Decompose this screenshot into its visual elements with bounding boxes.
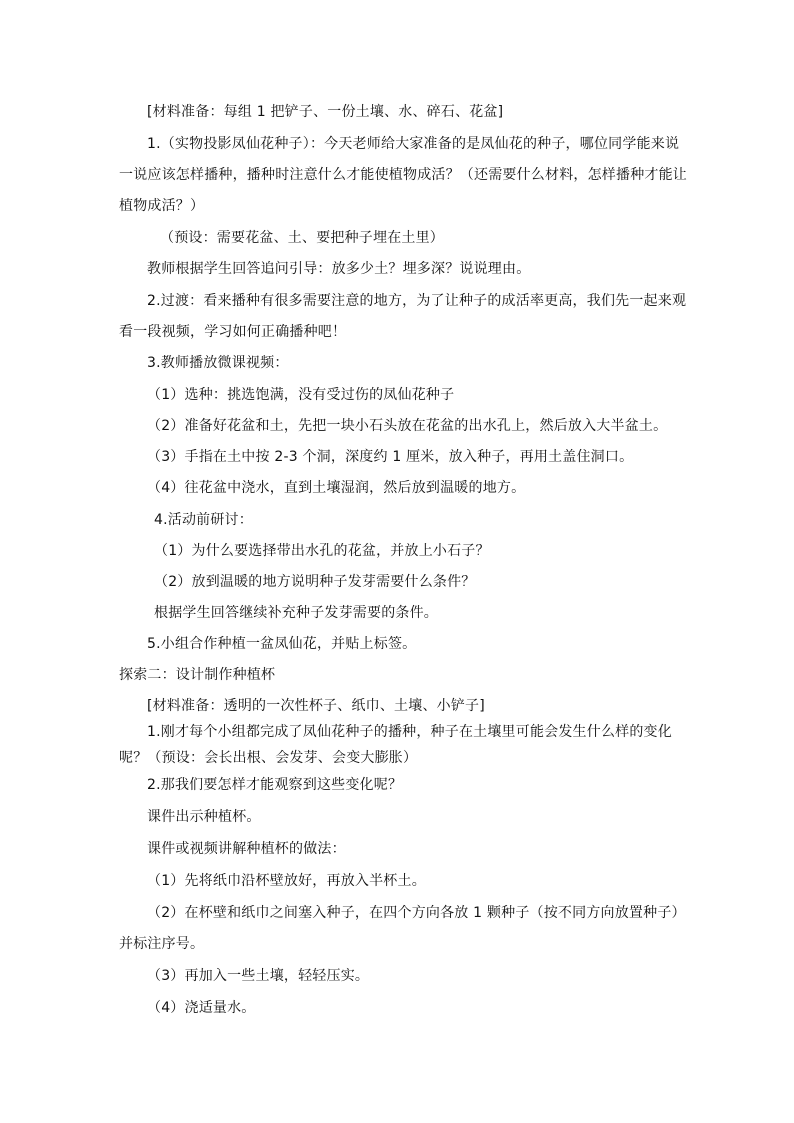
text-line: （3）手指在土中按 2-3 个洞，深度约 1 厘米，放入种子，再用土盖住洞口。 <box>147 449 634 465</box>
text-line: （3）再加入一些土壤，轻轻压实。 <box>147 968 370 984</box>
text-line: （预设：需要花盆、土、要把种子埋在土里） <box>160 230 444 246</box>
text-line: 课件出示种植杯。 <box>147 809 261 825</box>
text-line: 2.过渡：看来播种有很多需要注意的地方，为了让种子的成活率更高，我们先一起来观 <box>147 293 687 309</box>
text-line: 1.（实物投影凤仙花种子）：今天老师给大家准备的是凤仙花的种子，哪位同学能来说 <box>147 136 680 152</box>
text-line: [材料准备：每组 1 把铲子、一份土壤、水、碎石、花盆] <box>147 104 504 120</box>
text-line: 4.活动前研讨： <box>154 512 253 528</box>
text-line: 1.刚才每个小组都完成了凤仙花种子的播种，种子在土壤里可能会发生什么样的变化 <box>147 724 672 740</box>
text-line: [材料准备：透明的一次性杯子、纸巾、土壤、小铲子] <box>147 698 485 714</box>
text-line: 看一段视频，学习如何正确播种吧！ <box>119 324 347 340</box>
text-line: 课件或视频讲解种植杯的做法： <box>147 841 346 857</box>
text-line: （2）放到温暖的地方说明种子发芽需要什么条件？ <box>154 574 476 590</box>
text-line: 2.那我们要怎样才能观察到这些变化呢？ <box>147 777 403 793</box>
text-line: 呢？（预设：会长出根、会发芽、会变大膨胀） <box>119 750 418 766</box>
text-line: （1）为什么要选择带出水孔的花盆，并放上小石子？ <box>154 543 490 559</box>
text-line: （1）选种：挑选饱满，没有受过伤的凤仙花种子 <box>147 387 455 403</box>
text-line: 根据学生回答继续补充种子发芽需要的条件。 <box>154 605 438 621</box>
text-line: （2）在杯壁和纸巾之间塞入种子，在四个方向各放 1 颗种子（按不同方向放置种子） <box>147 905 686 921</box>
text-line: （4）往花盆中浇水，直到土壤湿润，然后放到温暖的地方。 <box>147 480 526 496</box>
text-line: 并标注序号。 <box>119 936 205 952</box>
text-line: 植物成活？） <box>119 198 205 214</box>
text-line: 教师根据学生回答追问引导：放多少土？埋多深？说说理由。 <box>147 261 531 277</box>
text-line: （4）浇适量水。 <box>147 1000 256 1016</box>
text-line: （1）先将纸巾沿杯壁放好，再放入半杯土。 <box>147 873 426 889</box>
text-line: 5.小组合作种植一盆凤仙花，并贴上标签。 <box>147 636 417 652</box>
text-line: 3.教师播放微课视频： <box>147 355 289 371</box>
text-line: 一说应该怎样播种，播种时注意什么才能使植物成活？（还需要什么材料，怎样播种才能让 <box>119 167 687 183</box>
section-heading: 探索二：设计制作种植杯 <box>119 667 276 683</box>
text-line: （2）准备好花盆和土，先把一块小石头放在花盆的出水孔上，然后放入大半盆土。 <box>147 418 668 434</box>
